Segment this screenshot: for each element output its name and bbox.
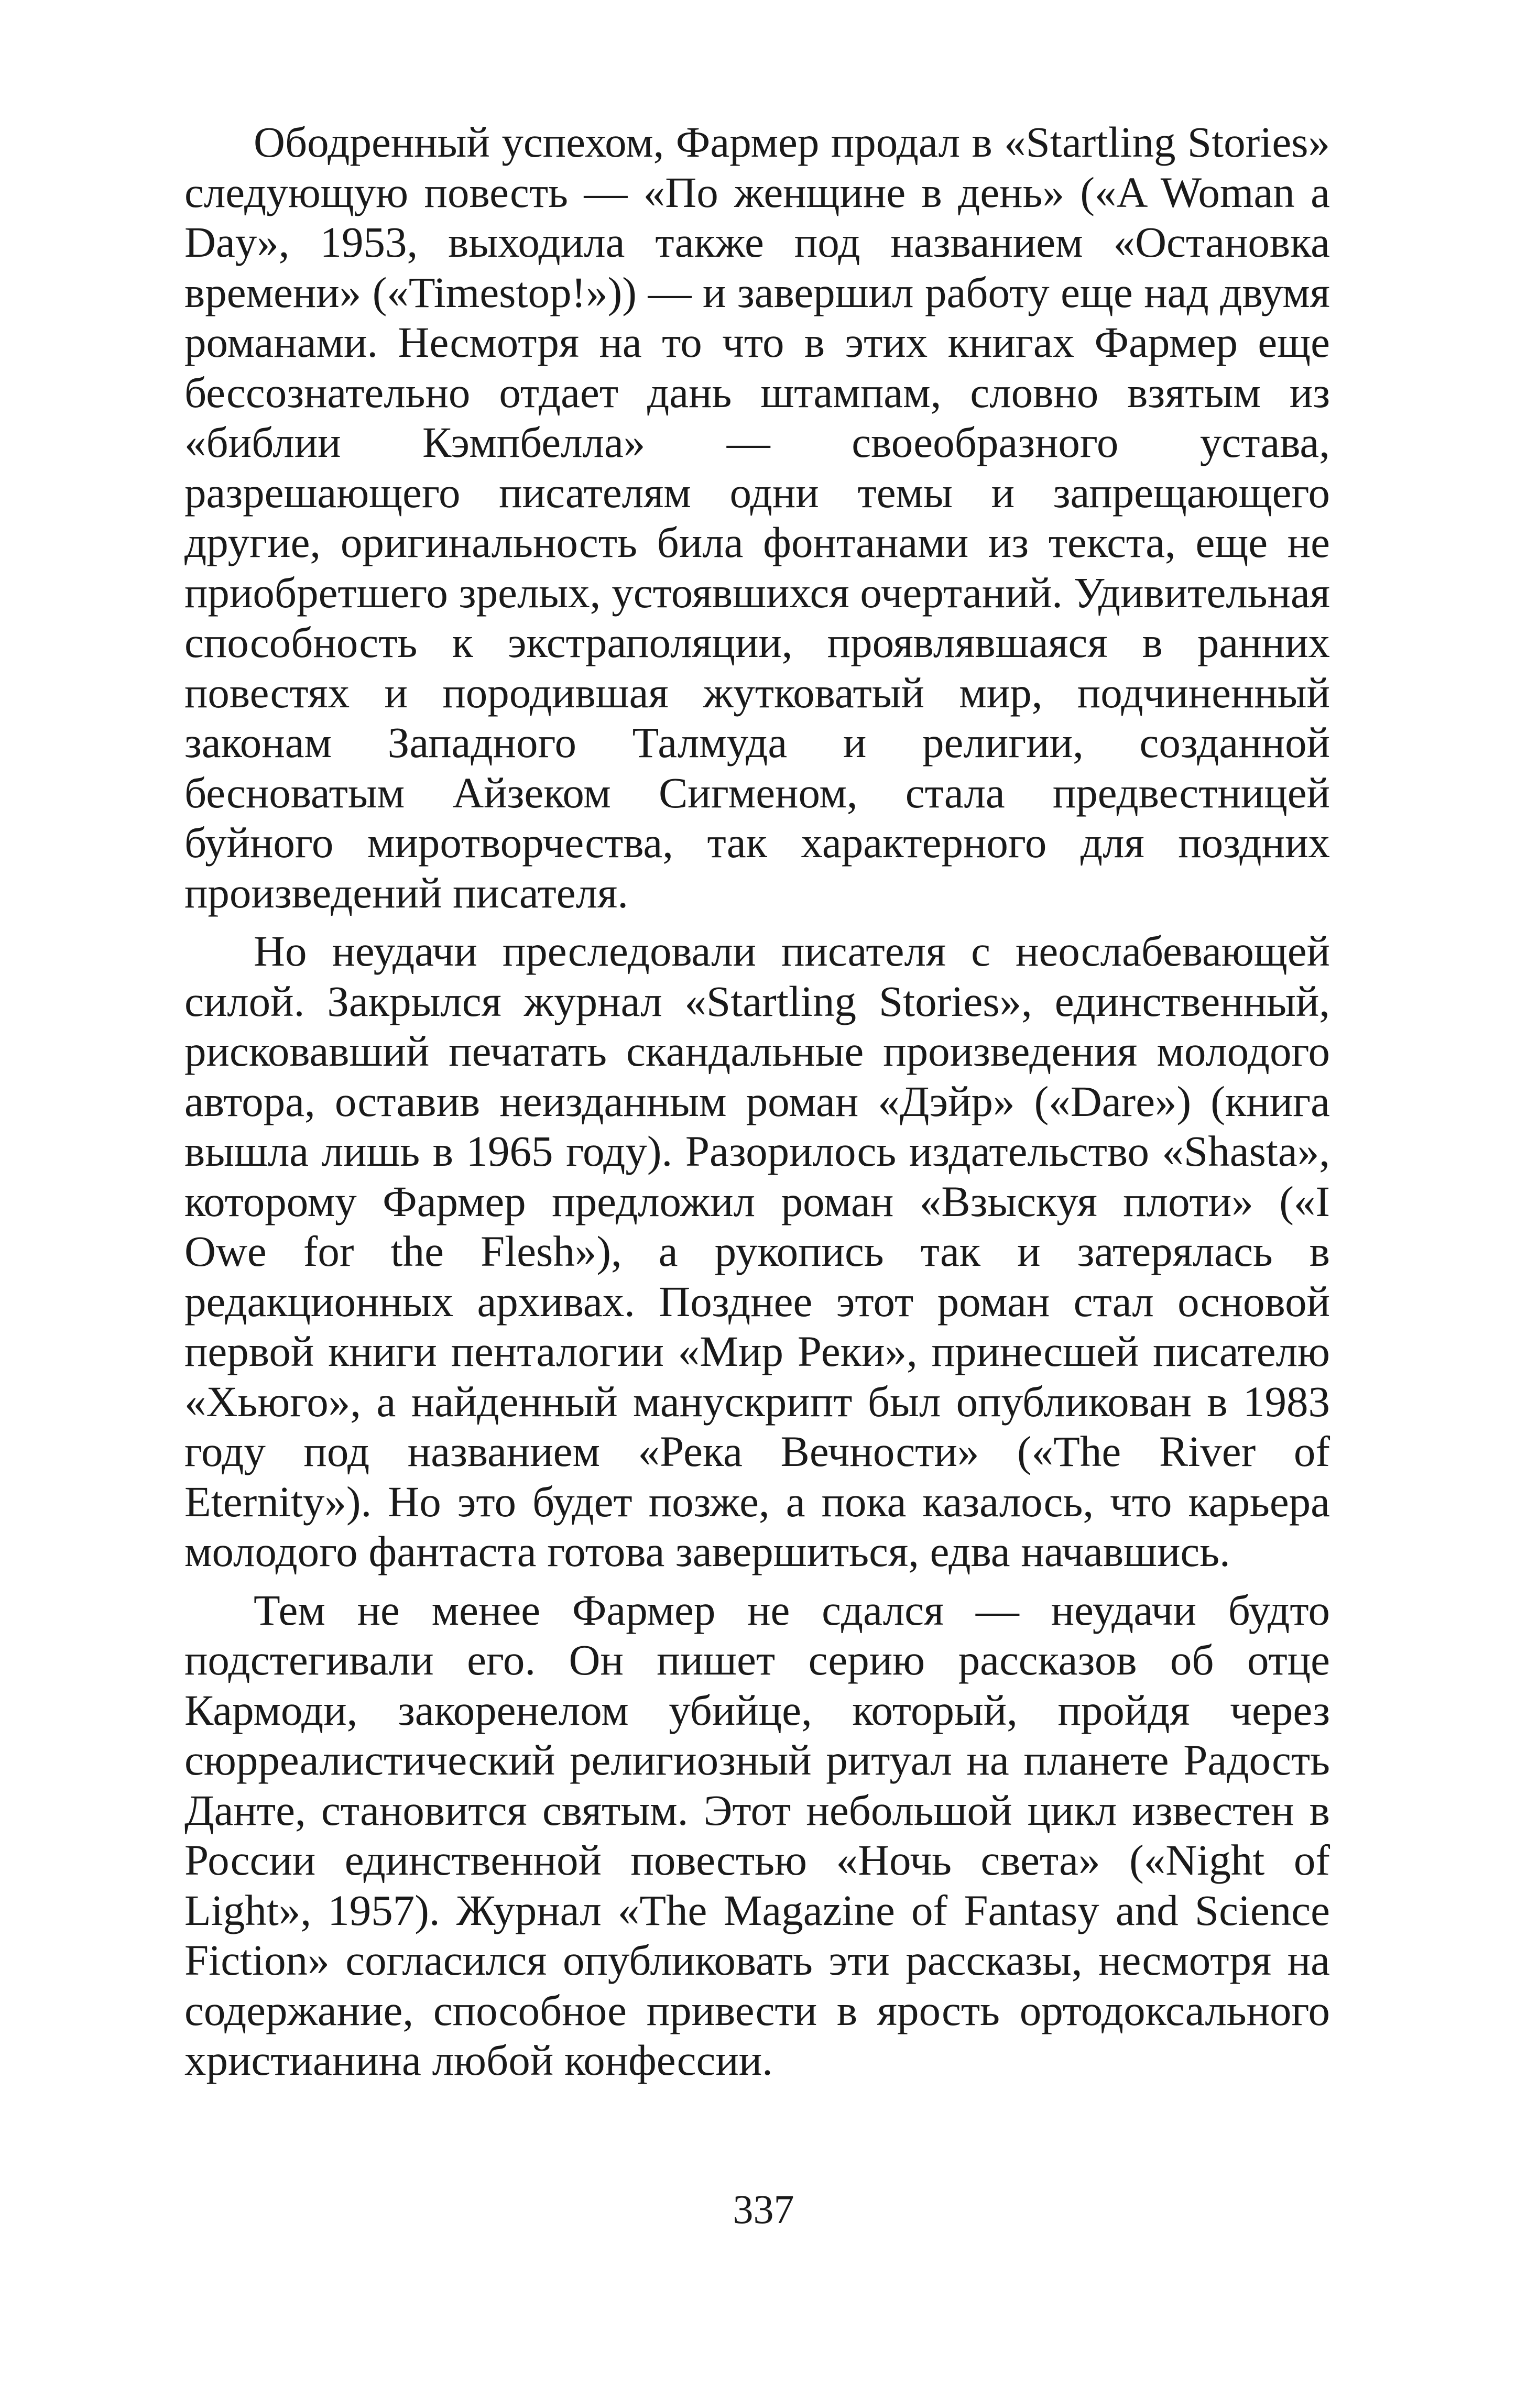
- page-number: 337: [733, 2186, 794, 2232]
- body-text: [184, 117, 1330, 2086]
- paragraph-2: Но неудачи преследовали писателя с неослабевающей силой. Закрылся журнал «Startling Stories», единственный, рисковавший печатать скандальные произведения молодого автора, оставив неизданным роман «Дэйр» («Dare») (книга вышла лишь в 1965 году). Разорилось издательство «Shasta», которому Фармер предложил роман «Взыскуя плоти» («I Owe for the Flesh»), а рукопись так и затерялась в редакционных архивах. Позднее этот роман стал основой первой книги пенталогии «Мир Реки», принесшей писателю «Хьюго», а найденный манускрипт был опубликован в 1983 году под названием «Река Вечности» («The River of Eternity»). Но это будет позже, а пока казалось, что карьера молодого фантаста готова завершиться, едва начавшись.: [184, 927, 1330, 1575]
- paragraph-3: Тем не менее Фармер не сдался — неудачи будто подстегивали его. Он пишет серию рассказов об отце Кармоди, закоренелом убийце, который, пройдя через сюрреалистический религиозный ритуал на планете Радость Данте, становится святым. Этот небольшой цикл известен в России единственной повестью «Ночь света» («Night of Light», 1957). Журнал «The Magazine of Fantasy and Science Fiction» согласился опубликовать эти рассказы, несмотря на содержание, способное привести в ярость ортодоксального христианина любой конфессии.: [184, 1585, 1330, 2084]
- paragraph-1: Ободренный успехом, Фармер продал в «Startling Stories» следующую повесть — «По женщине в день» («A Woman a Day», 1953, выходила также под названием «Остановка времени» («Timestop!»)) — и завершил работу еще над двумя романами. Несмотря на то что в этих книгах Фармер еще бессознательно отдает дань штампам, словно взятым из «библии Кэмпбелла» — своеобразного устава, разрешающего писателям одни темы и запрещающего другие, оригинальность била фонтанами из текста, еще не приобретшего зрелых, устоявшихся очертаний. Удивительная способность к экстраполяции, проявлявшаяся в ранних повестях и породившая жутковатый мир, подчиненный законам Западного Талмуда и религии, созданной бесноватым Айзеком Сигменом, стала предвестницей буйного миротворчества, так характерного для поздних произведений писателя.: [184, 118, 1330, 917]
